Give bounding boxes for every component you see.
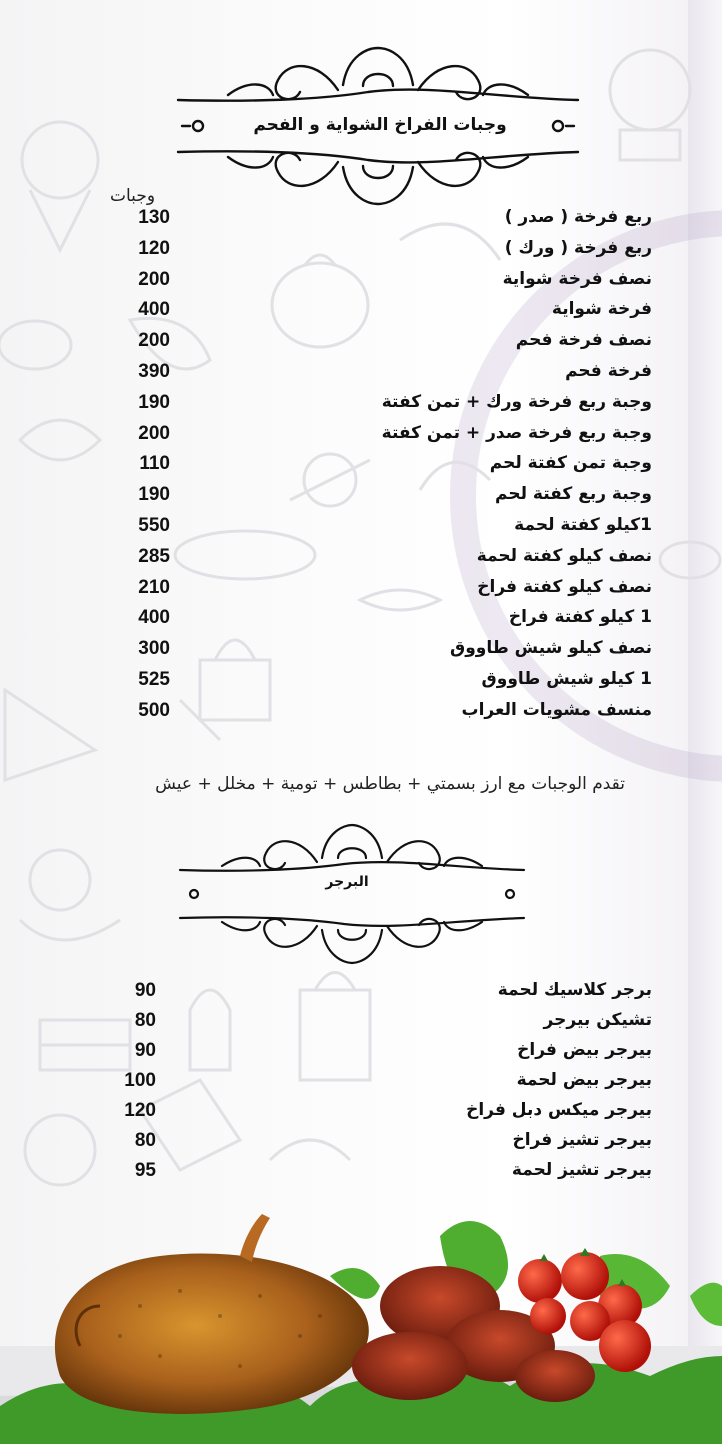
menu-item bbox=[96, 1100, 652, 1130]
item-price: 80 bbox=[134, 1010, 156, 1031]
menu-item bbox=[110, 700, 652, 730]
item-name: بيرجر تشيز لحمة bbox=[511, 1160, 652, 1180]
item-name: 1 كيلو كفتة فراخ bbox=[508, 607, 652, 627]
item-price: 500 bbox=[138, 700, 170, 721]
grilled-chicken-photo bbox=[0, 1196, 722, 1444]
item-name: 1كيلو كفتة لحمة bbox=[514, 515, 652, 535]
item-name: بيرجر بيض فراخ bbox=[517, 1040, 652, 1060]
meals-column-header: وجبات bbox=[110, 186, 156, 206]
menu-item bbox=[110, 669, 652, 699]
menu-item bbox=[96, 1040, 652, 1070]
item-name: برجر كلاسيك لحمة bbox=[497, 980, 652, 1000]
item-price: 200 bbox=[138, 423, 170, 444]
menu-item bbox=[110, 423, 652, 453]
menu-item bbox=[96, 1130, 652, 1160]
item-price: 200 bbox=[138, 269, 170, 290]
item-name: نصف فرخة فحم bbox=[515, 330, 652, 350]
menu-item bbox=[110, 299, 652, 329]
menu-item bbox=[96, 1010, 652, 1040]
item-price: 400 bbox=[138, 299, 170, 320]
item-price: 80 bbox=[134, 1130, 156, 1151]
item-price: 95 bbox=[134, 1160, 156, 1181]
menu-item bbox=[110, 361, 652, 391]
menu-item bbox=[110, 238, 652, 268]
item-price: 200 bbox=[138, 330, 170, 351]
item-name: ربع فرخة ( ورك ) bbox=[504, 238, 652, 258]
item-price: 100 bbox=[124, 1070, 156, 1091]
item-price: 120 bbox=[124, 1100, 156, 1121]
item-name: منسف مشويات العراب bbox=[461, 700, 652, 720]
menu-item bbox=[110, 638, 652, 668]
item-price: 285 bbox=[138, 546, 170, 567]
item-name: تشيكن بيرجر bbox=[543, 1010, 652, 1030]
item-name: بيرجر بيض لحمة bbox=[516, 1070, 652, 1090]
item-name: 1 كيلو شيش طاووق bbox=[481, 669, 652, 689]
menu-item bbox=[110, 577, 652, 607]
menu-item bbox=[96, 980, 652, 1010]
item-name: فرخة شواية bbox=[551, 299, 652, 319]
item-name: ربع فرخة ( صدر ) bbox=[504, 207, 652, 227]
menu-item bbox=[110, 484, 652, 514]
item-price: 120 bbox=[138, 238, 170, 259]
item-price: 400 bbox=[138, 607, 170, 628]
item-price: 190 bbox=[138, 484, 170, 505]
menu-item bbox=[110, 269, 652, 299]
item-price: 390 bbox=[138, 361, 170, 382]
menu-item bbox=[110, 546, 652, 576]
item-name: نصف كيلو شيش طاووق bbox=[450, 638, 652, 658]
menu-item bbox=[96, 1070, 652, 1100]
item-name: بيرجر ميكس دبل فراخ bbox=[466, 1100, 652, 1120]
item-price: 130 bbox=[138, 207, 170, 228]
menu-item bbox=[110, 453, 652, 483]
item-price: 90 bbox=[134, 980, 156, 1001]
menu-item bbox=[110, 330, 652, 360]
menu-item bbox=[110, 207, 652, 237]
item-name: نصف كيلو كفتة فراخ bbox=[477, 577, 652, 597]
item-name: بيرجر تشيز فراخ bbox=[512, 1130, 652, 1150]
item-name: نصف كيلو كفتة لحمة bbox=[476, 546, 652, 566]
item-name: وجبة ربع كفتة لحم bbox=[495, 484, 652, 504]
menu-item bbox=[96, 1160, 652, 1190]
item-price: 110 bbox=[139, 453, 170, 474]
item-price: 190 bbox=[138, 392, 170, 413]
item-name: وجبة ربع فرخة صدر + تمن كفتة bbox=[381, 423, 652, 443]
meals-section-title: وجبات الفراخ الشواية و الفحم bbox=[253, 115, 507, 135]
menu-item bbox=[110, 392, 652, 422]
menu-item bbox=[110, 515, 652, 545]
burger-section-title: البرجر bbox=[325, 874, 369, 890]
item-name: وجبة ربع فرخة ورك + تمن كفتة bbox=[381, 392, 652, 412]
burger-ornament-frame bbox=[172, 818, 532, 976]
item-price: 210 bbox=[138, 577, 170, 598]
menu-item bbox=[110, 607, 652, 637]
item-name: وجبة تمن كفتة لحم bbox=[489, 453, 652, 473]
item-name: نصف فرخة شواية bbox=[502, 269, 652, 289]
item-price: 525 bbox=[138, 669, 170, 690]
item-price: 90 bbox=[134, 1040, 156, 1061]
item-name: فرخة فحم bbox=[565, 361, 652, 381]
meals-sides-note: تقدم الوجبات مع ارز بسمتي + بطاطس + تومية + مخلل + عيش bbox=[155, 774, 625, 794]
item-price: 300 bbox=[138, 638, 170, 659]
item-price: 550 bbox=[138, 515, 170, 536]
